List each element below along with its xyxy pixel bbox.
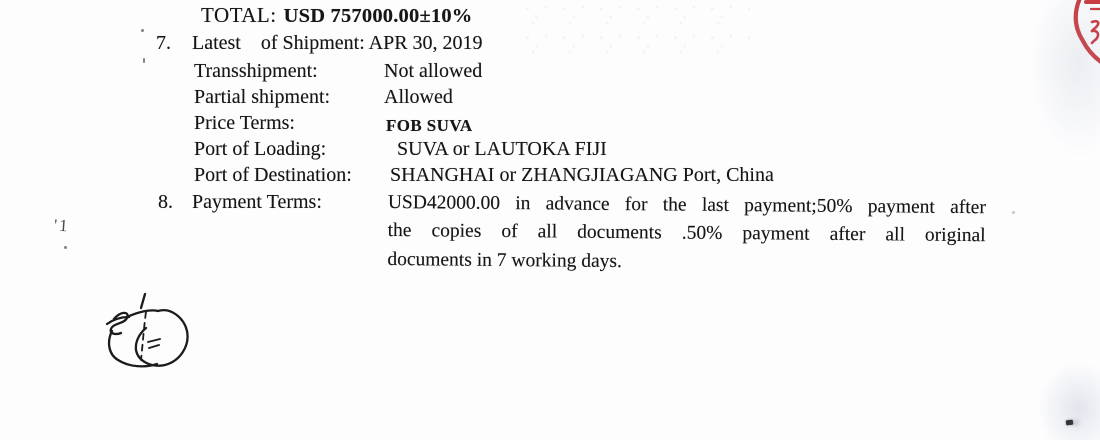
ink-speck: [64, 246, 67, 249]
term-value: SUVA or LAUTOKA FIJI: [397, 138, 607, 160]
term-value: SHANGHAI or ZHANGJIAGANG Port, China: [390, 164, 774, 186]
item7-number: 7.: [156, 32, 171, 54]
term-label: Partial shipment:: [194, 86, 331, 108]
item8-label: Payment Terms:: [192, 191, 322, 213]
ink-speck: [141, 29, 144, 32]
total-amount: USD 757000.00±10%: [283, 5, 473, 27]
scan-noise-patch: [1028, 0, 1100, 160]
term-label: Port of Destination:: [194, 164, 352, 186]
signature-scribble-icon: [88, 286, 196, 378]
payment-terms-line: USD42000.00 in advance for the last payment;50% payment after: [387, 191, 986, 219]
term-value: FOB SUVA: [386, 116, 473, 135]
term-value: Allowed: [384, 86, 453, 108]
term-value: Not allowed: [384, 60, 483, 82]
payment-terms-line: documents in 7 working days.: [387, 248, 622, 272]
payment-terms-line: the copies of all documents .50% payment after all original: [387, 220, 986, 247]
term-label: Transshipment:: [194, 60, 318, 82]
payment-terms-paragraph: [387, 189, 986, 279]
term-label: Price Terms:: [194, 112, 295, 134]
scan-noise-patch: [1038, 362, 1100, 440]
item7-text: Latest of Shipment: APR 30, 2019: [192, 32, 483, 54]
total-line: [201, 3, 473, 28]
item8-number: 8.: [158, 191, 173, 213]
ink-speck: [1012, 211, 1015, 214]
scan-noise-patch: [520, 0, 750, 60]
ink-speck: [143, 58, 145, 63]
margin-stray-mark: '1: [53, 215, 71, 236]
term-label: Port of Loading:: [194, 138, 327, 160]
total-label: TOTAL:: [201, 3, 277, 27]
